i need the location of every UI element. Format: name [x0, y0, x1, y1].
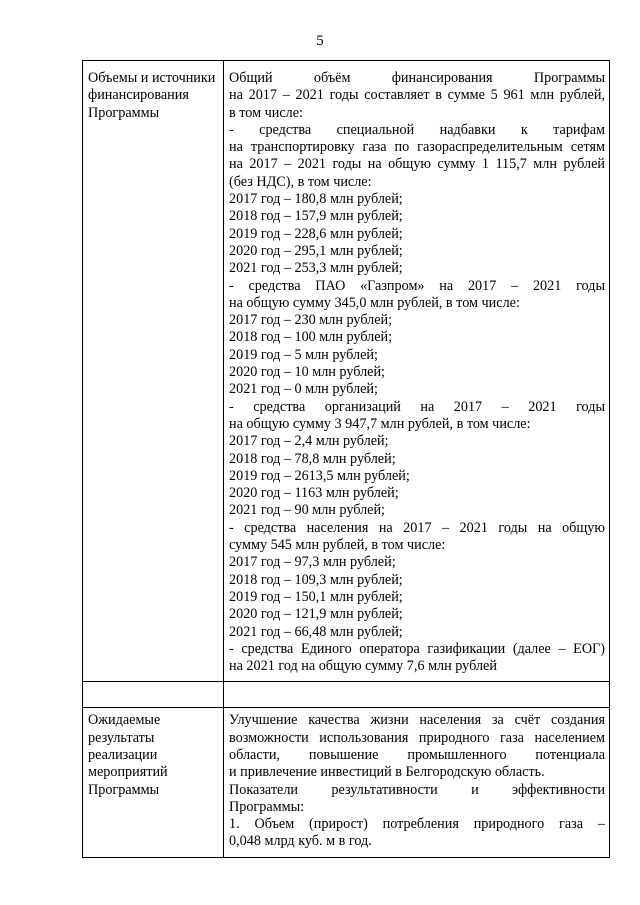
- content-line: - средства населения на 2017 – 2021 годы на общую: [229, 519, 605, 536]
- program-passport-table: [82, 60, 610, 858]
- content-line: на 2017 – 2021 годы на общую сумму 1 115,7 млн рублей: [229, 156, 605, 173]
- content-line: - средства специальной надбавки к тарифам: [229, 121, 605, 138]
- content-line: возможности использования природного газа населением: [229, 729, 605, 746]
- content-line: 2021 год – 66,48 млн рублей;: [229, 623, 403, 640]
- content-line: Улучшение качества жизни населения за счёт создания: [229, 712, 605, 729]
- content-line: - средства Единого оператора газификации (далее – ЕОГ): [229, 640, 605, 657]
- content-line: 2018 год – 157,9 млн рублей;: [229, 208, 403, 225]
- label-line: Программы: [88, 104, 160, 121]
- content-line: сумму 545 млн рублей, в том числе:: [229, 537, 446, 554]
- content-line: 2018 год – 109,3 млн рублей;: [229, 571, 403, 588]
- content-line: на общую сумму 3 947,7 млн рублей, в том числе:: [229, 415, 531, 432]
- label-line: мероприятий: [88, 764, 168, 781]
- row-financing: [83, 61, 610, 682]
- content-line: Общий объём финансирования Программы: [229, 70, 605, 86]
- content-line: Показатели результативности и эффективности: [229, 781, 605, 798]
- label-line: Объемы и источники: [88, 70, 216, 86]
- content-line: 2020 год – 295,1 млн рублей;: [229, 242, 403, 259]
- label-line: реализации: [88, 746, 158, 763]
- content-line: на транспортировку газа по газораспределительным сетям: [229, 139, 605, 156]
- content-line: - средства организаций на 2017 – 2021 годы: [229, 398, 605, 415]
- content-line: на 2017 – 2021 годы составляет в сумме 5 961 млн рублей,: [229, 87, 605, 104]
- spacer-cell: [224, 682, 610, 708]
- spacer-cell: [83, 682, 224, 708]
- content-line: области, повышение промышленного потенциала: [229, 746, 605, 763]
- content-line: в том числе:: [229, 104, 303, 121]
- content-line: 2017 год – 2,4 млн рублей;: [229, 433, 389, 450]
- content-line: 2019 год – 150,1 млн рублей;: [229, 588, 403, 605]
- content-line: на 2021 год на общую сумму 7,6 млн рублей: [229, 658, 497, 675]
- content-line: - средства ПАО «Газпром» на 2017 – 2021 годы: [229, 277, 605, 294]
- content-line: 2021 год – 253,3 млн рублей;: [229, 260, 403, 277]
- content-line: и привлечение инвестиций в Белгородскую область.: [229, 764, 545, 781]
- content-line: 1. Объем (прирост) потребления природного газа –: [229, 816, 605, 833]
- row-content: [224, 708, 610, 857]
- content-line: (без НДС), в том числе:: [229, 173, 372, 190]
- content-line: 2020 год – 10 млн рублей;: [229, 364, 385, 381]
- table-spacer-row: [83, 682, 610, 708]
- page-number: 5: [316, 33, 324, 49]
- row-label: [83, 708, 224, 857]
- content-line: 2021 год – 0 млн рублей;: [229, 381, 378, 398]
- content-line: 2017 год – 230 млн рублей;: [229, 312, 393, 329]
- content-line: 0,048 млрд куб. м в год.: [229, 833, 372, 850]
- content-line: 2020 год – 1163 млн рублей;: [229, 485, 399, 502]
- content-line: 2020 год – 121,9 млн рублей;: [229, 606, 403, 623]
- content-line: 2018 год – 100 млн рублей;: [229, 329, 393, 346]
- label-line: Ожидаемые: [88, 712, 161, 729]
- content-line: 2019 год – 228,6 млн рублей;: [229, 225, 403, 242]
- content-line: 2017 год – 97,3 млн рублей;: [229, 554, 396, 571]
- content-line: Программы:: [229, 798, 305, 815]
- label-line: Программы: [88, 781, 160, 798]
- content-line: 2017 год – 180,8 млн рублей;: [229, 191, 403, 208]
- row-expected-results: [83, 708, 610, 857]
- content-line: 2021 год – 90 млн рублей;: [229, 502, 385, 519]
- content-line: 2019 год – 5 млн рублей;: [229, 346, 378, 363]
- content-line: 2018 год – 78,8 млн рублей;: [229, 450, 396, 467]
- label-line: финансирования: [88, 87, 189, 104]
- row-content: [224, 61, 610, 682]
- content-line: 2019 год – 2613,5 млн рублей;: [229, 467, 410, 484]
- row-label: [83, 61, 224, 682]
- content-line: на общую сумму 345,0 млн рублей, в том числе:: [229, 294, 520, 311]
- label-line: результаты: [88, 729, 155, 746]
